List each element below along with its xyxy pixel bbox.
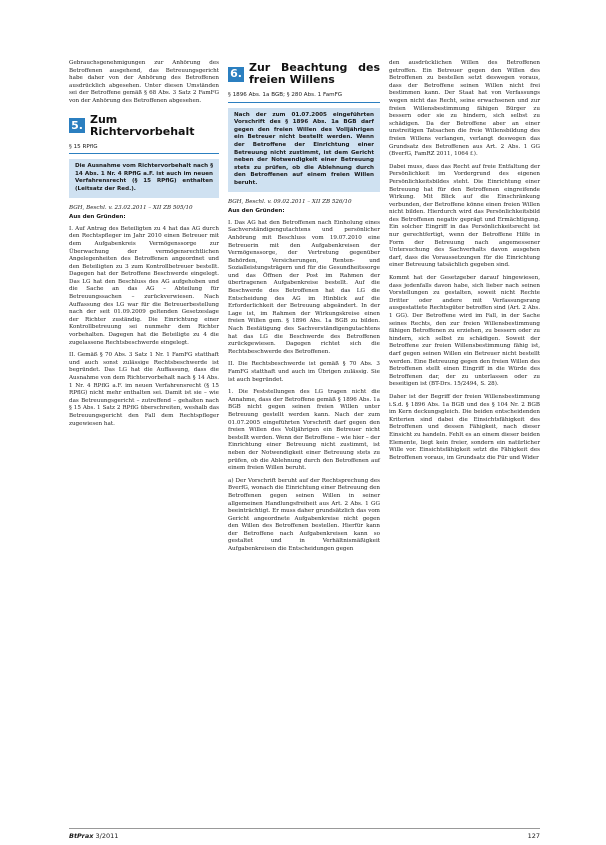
- intro-paragraph: Gebrauchsgenehmigungen zur Anhörung des Betroffenen ausgehend, das Betreuungsgericht habe daher von der Anhörung des Betroffenen ausdrücklich abgesehen. Unter diesen Umständen sei der Betroffene gemäß § 68 Abs. 3 Satz 2 FamFG von der Anhörung des Betroffenen abgesehen.: [69, 60, 219, 104]
- section-title: Zum Richtervorbehalt: [90, 112, 195, 138]
- section-heading: [69, 114, 219, 138]
- headnote-box: Die Ausnahme vom Richtervorbehalt nach § 14 Abs. 1 Nr. 4 RPflG a.F. ist auch im neuen Verfahrensrecht (§ 15 RPflG) enthalten (Leitsatz der Red.).: [69, 159, 219, 197]
- footer-rule: [69, 828, 540, 829]
- column-middle: [228, 60, 380, 559]
- section-title: Zur Beachtung des freien Willens: [249, 61, 380, 86]
- column-left: [69, 60, 219, 433]
- section-number: 6.: [228, 67, 244, 82]
- body-paragraph: II. Die Rechtsbeschwerde ist gemäß § 70 Abs. 3 FamFG statthaft und auch im Übrigen zulässig. Sie ist auch begründet.: [228, 361, 380, 383]
- section-heading: [228, 62, 380, 86]
- body-paragraph: II. Gemäß § 70 Abs. 3 Satz 1 Nr. 1 FamFG statthaft und auch sonst zulässige Rechtsbeschwerde ist begründet. Das LG hat die Auffassung, dass die Ausnahme von dem Richtervorbehalt nach § 14 Abs. 1 Nr. 4 RPflG a.F. im neuen Verfahrensrecht (§ 15 RPflG) nicht mehr enthalten sei. Damit ist sie – wie das Betreuungsgericht – zutreffend – gehalten nach § 15 Abs. 1 Satz 2 RPflG überschreiten, weshalb das Betreuungsgericht den Fall dem Rechtspfleger zugewiesen hat.: [69, 352, 219, 427]
- body-paragraph: I. Auf Antrag des Beteiligten zu 4 hat das AG durch den Rechtspfleger im Jahr 2010 einen Betreuer mit dem Aufgabenkreis Vermögenssorge zur Überwachung der vermögensrechtlichen Angelegenheiten des Betroffenen angeordnet und den Beteiligten zu 3 zum Kontrollbetreuer bestellt. Dagegen hat der Betroffene Beschwerde eingelegt. Das LG hat den Beschluss des AG aufgehoben und die Sache an das AG – Abteilung für Betreuungssachen – zurückverwiesen. Nach Auffassung des LG war für die Betreuerbestellung nach der seit 01.09.2009 geltenden Gesetzeslage der Richter zuständig. Die Einrichtung einer Kontrollbetreuung sei nunmehr dem Richter vorbehalten. Dagegen hat die Beteiligte zu 4 die zugelassene Rechtsbeschwerde eingelegt.: [69, 225, 219, 346]
- journal-issue: [69, 832, 118, 840]
- issue-number: 3/2011: [95, 832, 119, 840]
- journal-brand: BtPrax: [69, 832, 94, 840]
- subheading: Aus den Gründen:: [228, 208, 285, 215]
- body-paragraph: I. Das AG hat den Betroffenen nach Einholung eines Sachverständigengutachtens und persönlicher Anhörung mit Beschluss vom 19.07.2010 eine Betreuerin mit den Aufgabenkreisen der Vermögenssorge, der Vertretung gegenüber Behörden, Versicherungen, Renten- und Sozialleistungsträgern und für die Gesundheitssorge und das Öffnen der Post im Rahmen der übertragenen Aufgabenkreise bestellt. Auf die Beschwerde des Betroffenen hat das LG die Entscheidung des AG im Hinblick auf die Erforderlichkeit der Betreuung abgeändert. In der Lage ist, im Rahmen der Wirkungskreise einen freien Willen gem. § 1896 Abs. 1a BGB zu bilden. Nach Bestätigung des Sachverständigengutachtens hat das LG die Beschwerde des Betroffenen zurückgewiesen. Dagegen richtet sich die Rechtsbeschwerde des Betroffenen.: [228, 219, 380, 355]
- section-number: 5.: [69, 118, 85, 133]
- body-paragraph: Daher ist der Begriff der freien Willensbestimmung i.S.d. § 1896 Abs. 1a BGB und des § 104 Nr. 2 BGB im Kern deckungsgleich. Die beiden entscheidenden Kriterien sind dabei die Einsichtsfähigkeit des Betroffenen und dessen Fähigkeit, nach dieser Einsicht zu handeln. Fehlt es an einem dieser beiden Elemente, liegt kein freier, sondern ein natürlicher Wille vor. Einsichtsfähigkeit setzt die Fähigkeit des Betroffenen voraus, im Grundsatz die Für und Wider: [389, 393, 540, 461]
- column-right: [389, 60, 540, 467]
- law-reference: § 15 RPflG: [69, 144, 219, 155]
- headnote-box: Nach der zum 01.07.2005 eingeführten Vorschrift des § 1896 Abs. 1a BGB darf gegen den freien Willen des Volljährigen ein Betreuer nicht bestellt werden. Wenn der Betroffene der Einrichtung einer Betreuung nicht zustimmt, ist dem Gericht neben der Notwendigkeit einer Betreuung stets zu prüfen, ob die Ablehnung durch den Betroffenen auf einem freien Willen beruht.: [228, 108, 380, 192]
- page-footer: [69, 832, 540, 840]
- page-number: 127: [527, 832, 540, 840]
- body-paragraph: a) Der Vorschrift beruht auf der Rechtsprechung des BverfG, wonach die Einrichtung einer Betreuung den Betroffenen gegen seinen Willen in seiner allgemeinen Handlungsfreiheit aus Art. 2 Abs. 1 GG beeinträchtigt. Er muss daher grundsätzlich das vom Gericht angeordnete Aufgabenkreise nicht gegen den Willen des Betroffenen bestellen. Hierfür kann der Betroffene nach Aufgabenkreisen kann so gestaltet und in Verhältnismäßigkeit Aufgabenkreisen die Entscheidungen gegen: [228, 477, 380, 553]
- body-paragraph: den ausdrücklichen Willen des Betroffenen getroffen. Ein Betreuer gegen den Willen des Betroffenen zu bestellen setzt deswegen voraus, dass der Betroffene seinen Willen nicht frei bestimmen kann. Der Staat hat von Verfassungs wegen nicht das Recht, seine erwachsenen und zur freien Willensbestimmung fähigen Bürger zu bessern oder sie zu hindern, sich selbst zu schädigen. Da der Betroffene aber an einer unstreitigen Tatsachen die freie Willensbildung des freien Willens verlangen, verlangt deswegen das Grundsatz des Betroffenen aus Art. 2 Abs. 1 GG (BverfG, FamRZ 2011, 1064 f.).: [389, 60, 540, 158]
- court-citation: BGH, Beschl. v. 09.02.2011 – XII ZB 526/10: [228, 198, 352, 205]
- law-reference: § 1896 Abs. 1a BGB; § 280 Abs. 1 FamFG: [228, 92, 380, 103]
- body-paragraph: 1. Die Feststellungen des LG tragen nicht die Annahme, dass der Betroffene gemäß § 1896 Abs. 1a BGB nicht gegen seinen freien Willen unter Betreuung gestellt werden kann. Nach der zum 01.07.2005 eingeführten Vorschrift darf gegen den freien Willen des Volljährigen ein Betreuer nicht bestellt werden. Wenn der Betroffene – wie hier – der Einrichtung einer Betreuung nicht zustimmt, ist neben der Notwendigkeit einer Betreuung stets zu prüfen, ob die Ablehnung durch den Betroffenen auf einem freien Willen beruht.: [228, 389, 380, 472]
- body-paragraph: Dabei muss, dass das Recht auf freie Entfaltung der Persönlichkeit im Vordergrund des eigenen Persönlichkeitsbildes steht. Die Einrichtung einer Betreuung hat für den Betroffenen eingreifende Wirkung. Mit Blick auf die Einschränkung verbunden, der Betroffene könne einen freien Willen nicht bilden. Hierdurch wird das Persönlichkeitsbild des Betroffenen negativ geprägt und Ermächtigung. Ein solcher Eingriff in das Persönlichkeitsrecht ist nur gerechtfertigt, wenn der Betroffene Hilfe in Form der Betreuung nach angemessener Untersuchung des Sachverhalts davon ausgehen darf, dass die Voraussetzungen für die Einrichtung einer Betreuung tatsächlich gegeben sind.: [389, 163, 540, 269]
- subheading: Aus den Gründen:: [69, 214, 126, 221]
- body-paragraph: Kommt hat der Gesetzgeber darauf hingewiesen, dass jedenfalls davon habe, sich lieber nach seinen Vorstellungen zu gestalten, soweit nicht Rechte Dritter oder andere mit Verfassungsrang ausgestattete Rechtsgüter betroffen sind (Art. 2 Abs. 1 GG). Der Betroffene wird im Fall, in der Sache seines Rechts, den zur freien Willensbestimmung fähigen Betroffenen zu erziehen, zu bessern oder zu hindern, sich selbst zu schädigen. Soweit der Betroffene zur freien Willensbestimmung fähig ist, darf gegen seinen Willen ein Betreuer nicht bestellt werden. Eine Betreuung gegen den freien Willen des Betroffenen stellt einen Eingriff in die Würde des Betroffenen dar, der zu unterlassen oder zu beseitigen ist (BT-Drs. 15/2494, S. 28).: [389, 275, 540, 388]
- court-citation: BGH, Beschl. v. 23.02.2011 – XII ZB 505/10: [69, 204, 193, 211]
